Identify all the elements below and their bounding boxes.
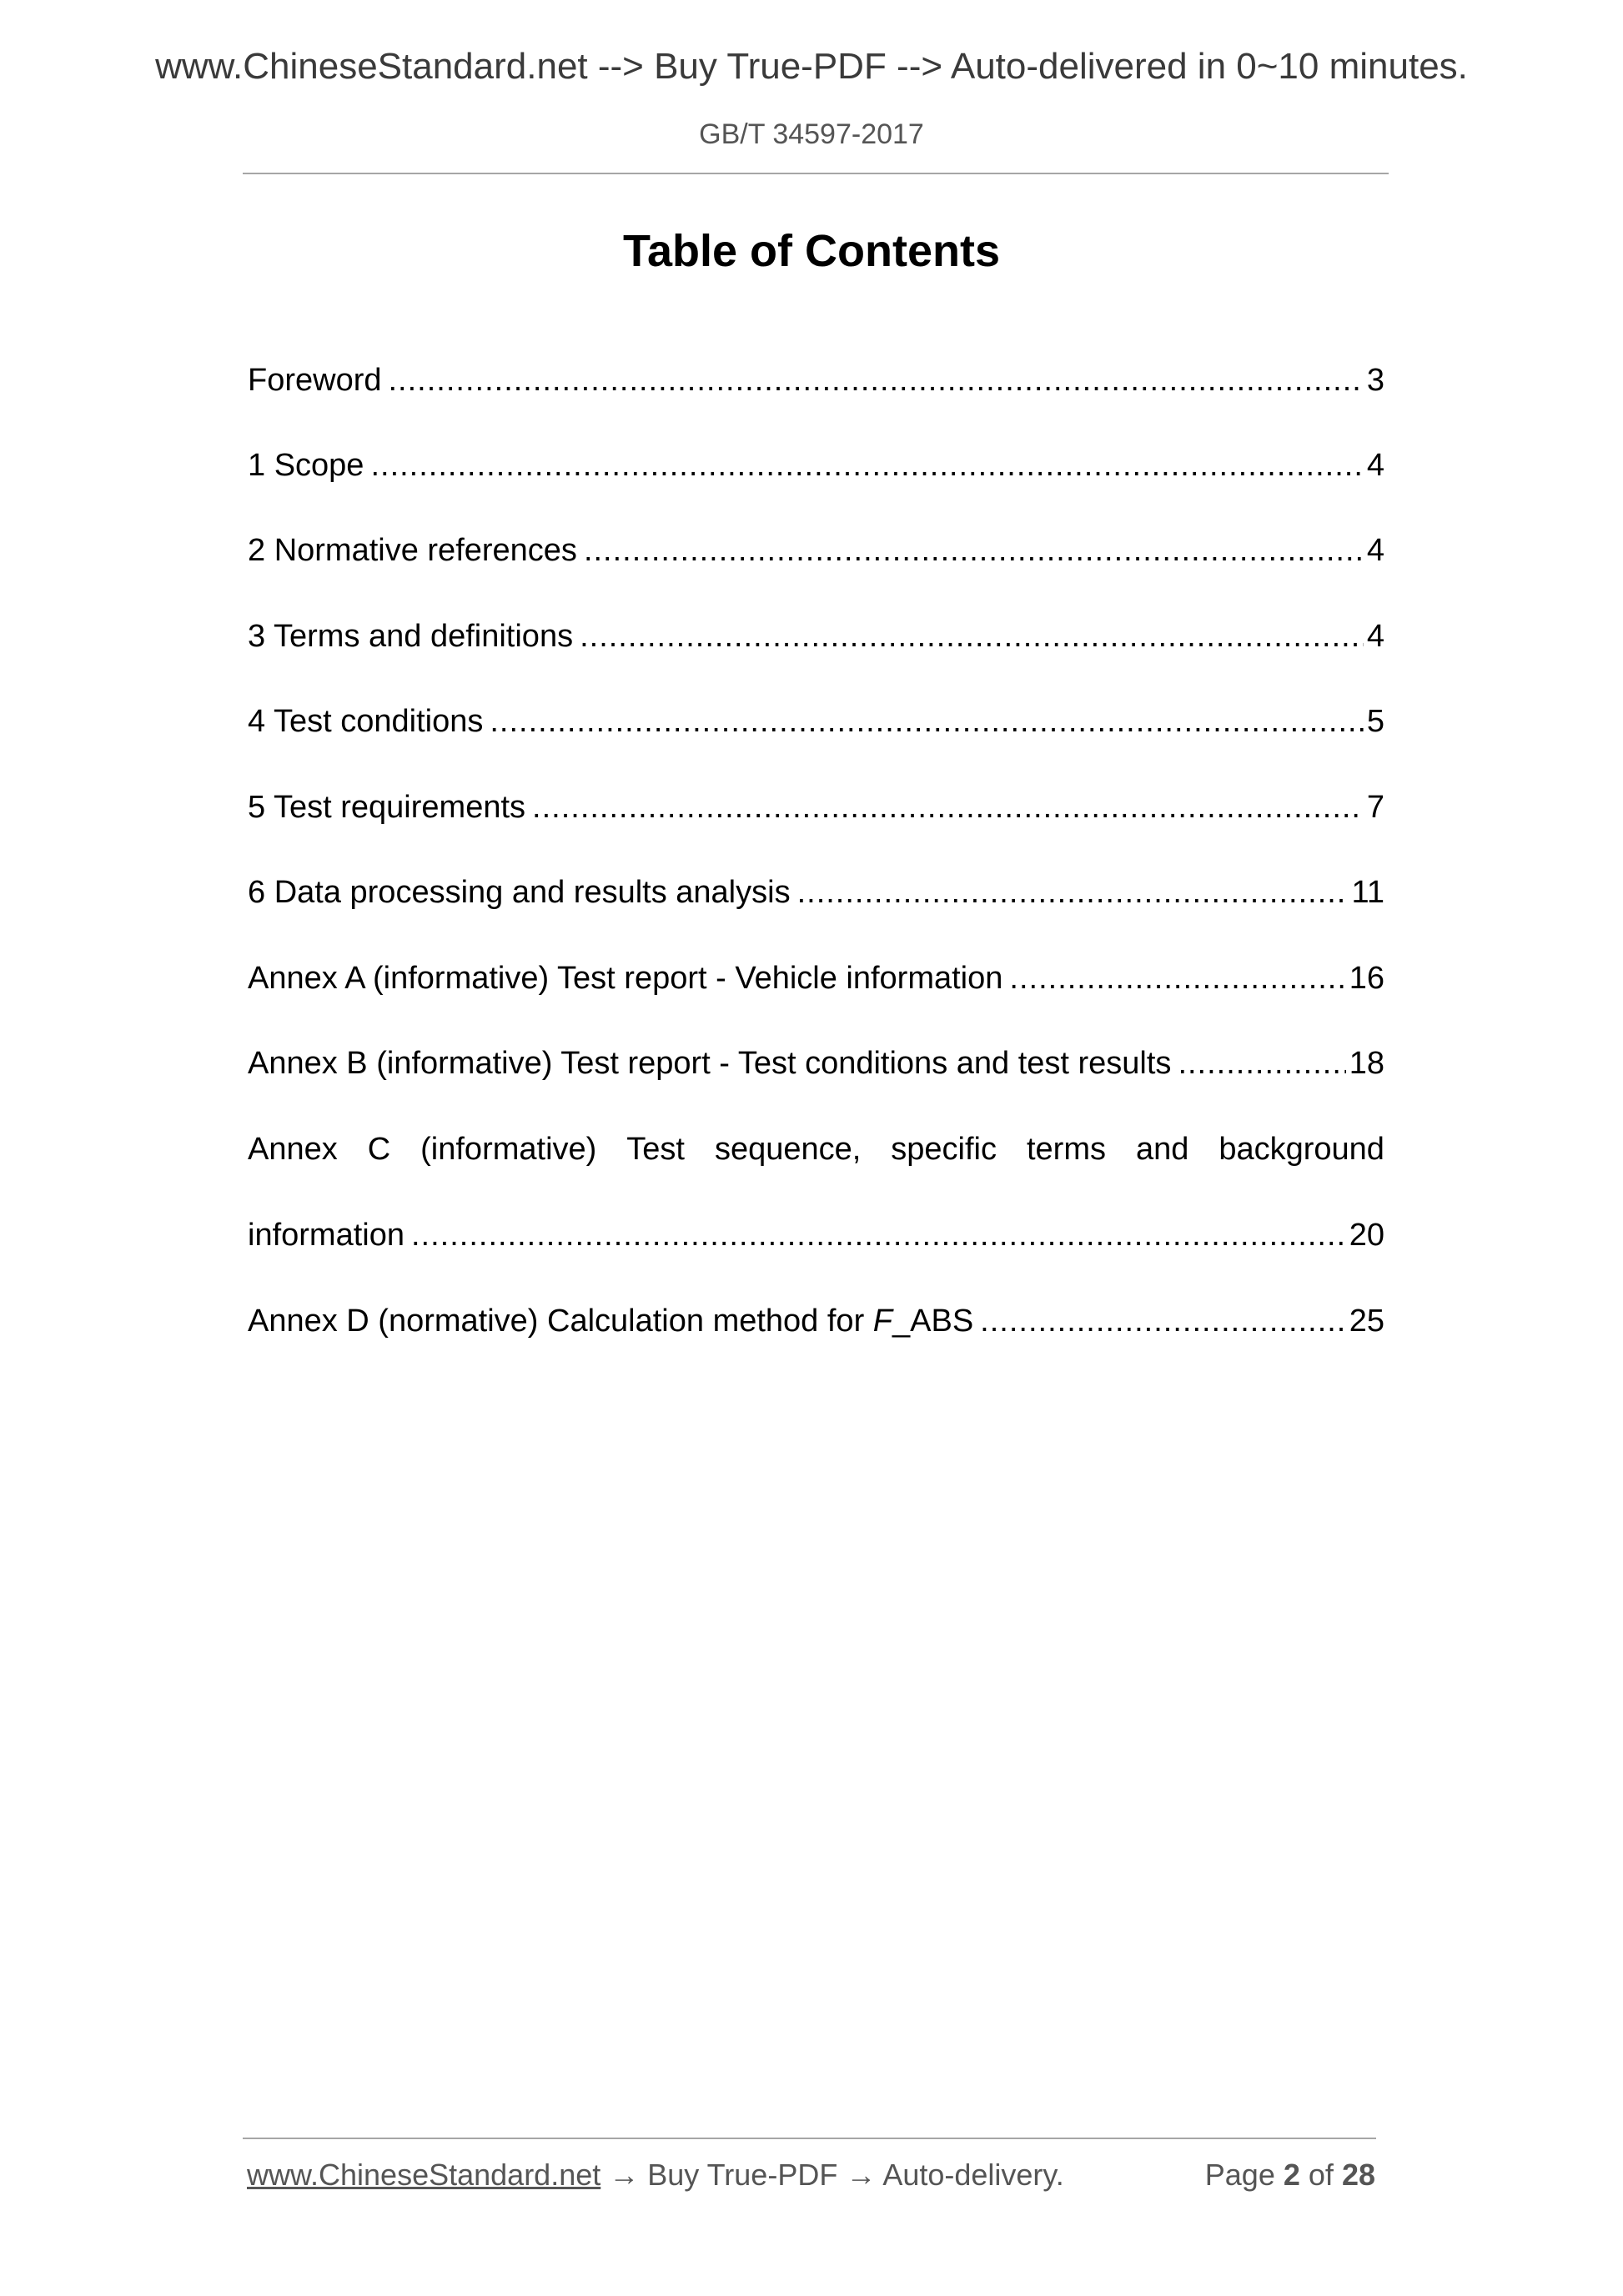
footer-promo-text: → Buy True-PDF → Auto-delivery.: [600, 2158, 1064, 2192]
page-title: Table of Contents: [623, 226, 1000, 276]
toc-word: (informative): [420, 1132, 597, 1167]
of-word: of: [1308, 2158, 1334, 2192]
toc-entry-label: Annex B (informative) Test report - Test conditions and test results: [248, 1046, 1172, 1081]
toc-entry-label: 4 Test conditions: [248, 704, 484, 739]
dot-leader: [580, 613, 1364, 660]
dot-leader: [389, 357, 1364, 404]
dot-leader: [490, 698, 1363, 745]
toc-entry-annex-c-line2[interactable]: [248, 1212, 1384, 1259]
toc-word: Annex: [248, 1132, 338, 1167]
toc-entry-page: 5: [1366, 704, 1384, 739]
dot-leader: [1178, 1040, 1345, 1087]
header-divider: [243, 173, 1389, 174]
toc-entry-annex-d[interactable]: [248, 1298, 1384, 1344]
toc-entry-page: 25: [1349, 1304, 1384, 1339]
toc-entry-foreword[interactable]: [248, 357, 1384, 404]
page-number: [1205, 2155, 1375, 2195]
toc-entry-test-requirements[interactable]: [248, 784, 1384, 831]
toc-word: specific: [891, 1132, 997, 1167]
toc-word: C: [367, 1132, 391, 1167]
dot-leader: [1009, 955, 1345, 1002]
toc-entry-label: [248, 1298, 973, 1344]
footer-site-link[interactable]: www.ChineseStandard.net: [247, 2158, 601, 2192]
toc-entry-label: 6 Data processing and results analysis: [248, 875, 791, 910]
toc-word: sequence,: [714, 1132, 862, 1167]
toc-entry-scope[interactable]: [248, 442, 1384, 489]
toc-entry-annex-c-line1[interactable]: [248, 1126, 1384, 1173]
toc-entry-page: 11: [1351, 875, 1384, 910]
dot-leader: [370, 442, 1363, 489]
toc-entry-normative-references[interactable]: [248, 527, 1384, 574]
toc-entry-label: Foreword: [248, 363, 382, 398]
toc-entry-label: information: [248, 1218, 404, 1253]
toc-entry-page: 3: [1366, 363, 1384, 398]
toc-label-italic-symbol: F: [872, 1304, 892, 1339]
dot-leader: [411, 1212, 1346, 1259]
dot-leader: [797, 869, 1349, 916]
toc-entry-page: 20: [1349, 1218, 1384, 1253]
toc-entry-label: 2 Normative references: [248, 533, 577, 568]
toc-entry-page: 16: [1349, 961, 1384, 996]
toc-word: Test: [626, 1132, 685, 1167]
toc-word: terms: [1026, 1132, 1106, 1167]
footer-promo: [247, 2155, 1064, 2195]
toc-label-prefix: Annex D (normative) Calculation method for: [248, 1304, 873, 1339]
toc-entry-label: 3 Terms and definitions: [248, 619, 574, 654]
page-total: 28: [1341, 2158, 1375, 2192]
page-word: Page: [1204, 2158, 1275, 2192]
toc-entry-label: 5 Test requirements: [248, 790, 526, 825]
toc-entry-page: 4: [1366, 448, 1384, 483]
toc-entry-annex-b[interactable]: [248, 1040, 1384, 1087]
page-current: 2: [1283, 2158, 1300, 2192]
toc-word: and: [1135, 1132, 1189, 1167]
footer-divider: [243, 2138, 1376, 2139]
standard-code: GB/T 34597-2017: [699, 118, 924, 150]
toc-entry-page: 7: [1366, 790, 1384, 825]
site-banner: www.ChineseStandard.net --> Buy True-PDF --> Auto-delivered in 0~10 minutes.: [155, 46, 1468, 87]
toc-entry-page: 4: [1366, 619, 1384, 654]
toc-entry-annex-a[interactable]: [248, 955, 1384, 1002]
dot-leader: [980, 1298, 1346, 1344]
dot-leader: [584, 527, 1364, 574]
toc-entry-page: 4: [1366, 533, 1384, 568]
toc-entry-label: Annex A (informative) Test report - Vehicle information: [248, 961, 1003, 996]
toc-entry-data-processing[interactable]: [248, 869, 1384, 916]
toc-entry-page: 18: [1349, 1046, 1384, 1081]
toc-word: background: [1219, 1132, 1384, 1167]
toc-entry-terms-definitions[interactable]: [248, 613, 1384, 660]
toc-label-suffix: _ABS: [892, 1304, 974, 1339]
toc-entry-test-conditions[interactable]: [248, 698, 1384, 745]
toc-entry-label: 1 Scope: [248, 448, 364, 483]
dot-leader: [532, 784, 1364, 831]
